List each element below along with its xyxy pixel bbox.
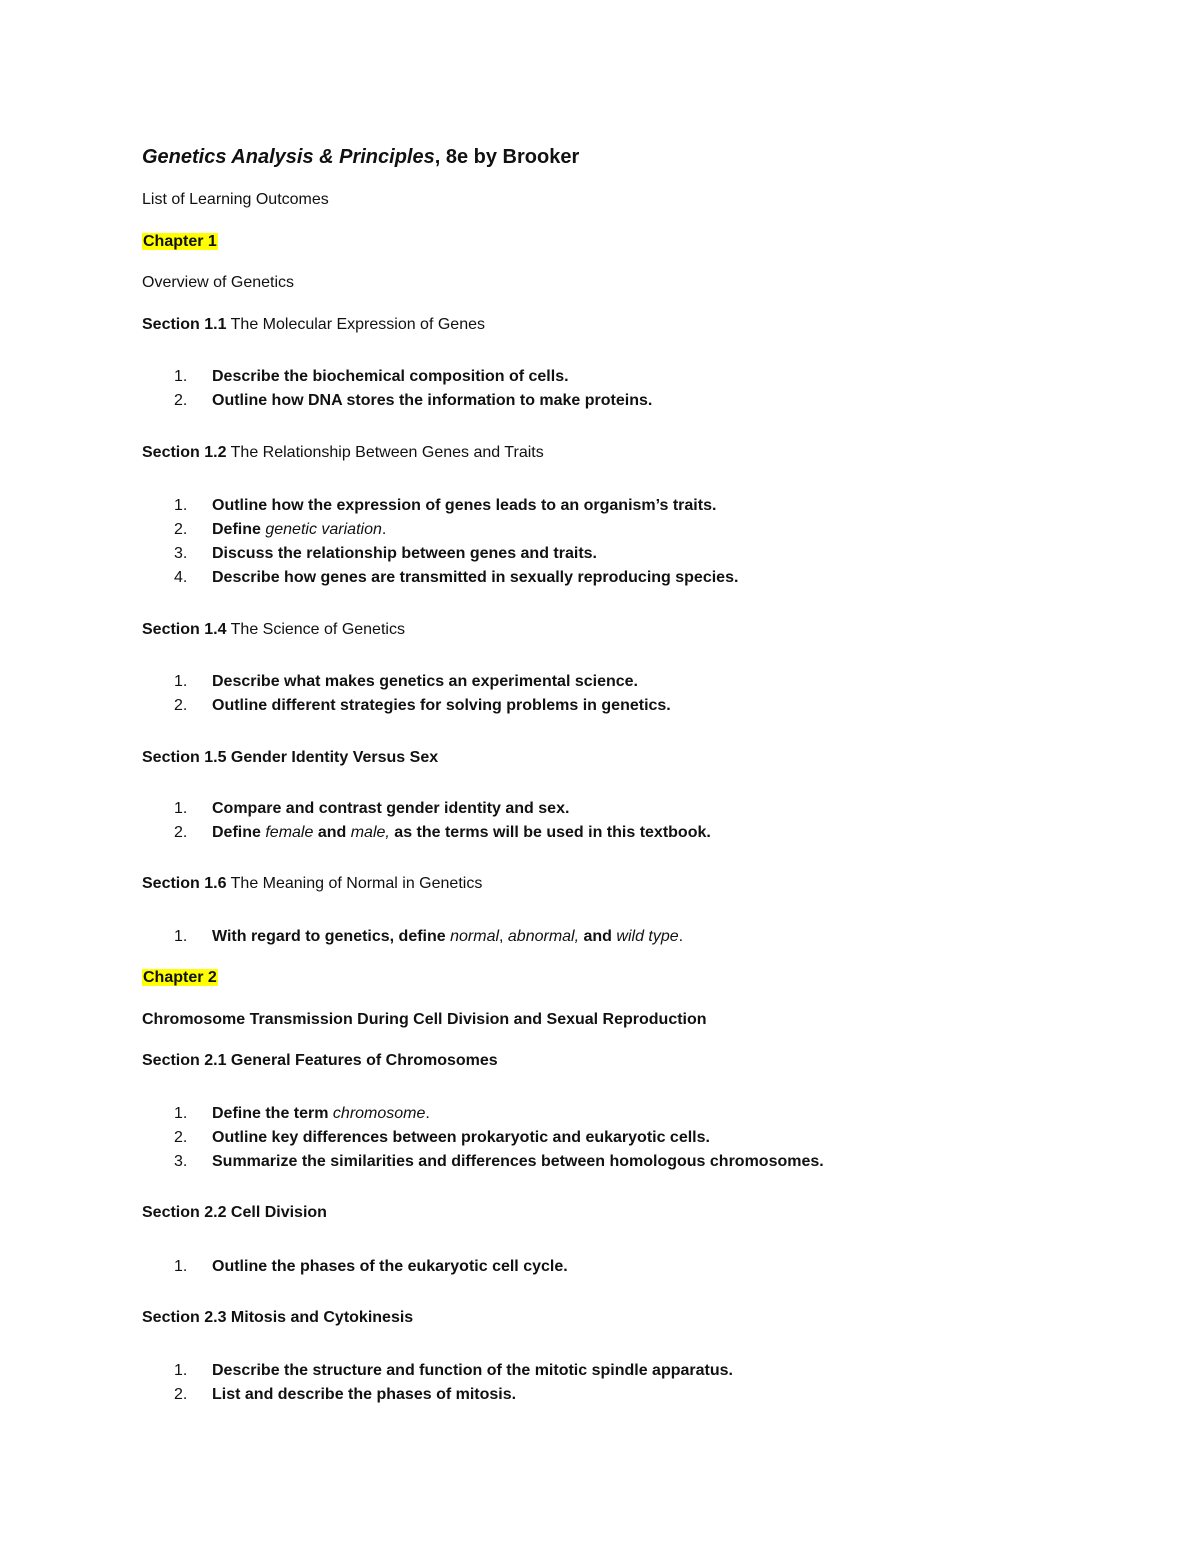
item-text: Define bbox=[212, 521, 266, 538]
item-text: Describe what makes genetics an experimental science. bbox=[212, 673, 638, 690]
section-title: The Meaning of Normal in Genetics bbox=[226, 875, 483, 892]
item-number: 1. bbox=[174, 928, 188, 945]
subtitle: List of Learning Outcomes bbox=[142, 191, 329, 208]
item-text: . bbox=[381, 521, 387, 538]
list-item bbox=[174, 520, 738, 544]
chapter-1-heading: Overview of Genetics bbox=[142, 274, 295, 291]
item-text: Compare and contrast gender identity and sex. bbox=[212, 800, 570, 817]
section-1-2-heading bbox=[142, 443, 544, 463]
list-item bbox=[174, 1152, 824, 1176]
list-item bbox=[174, 1361, 733, 1385]
section-2-3-heading: Section 2.3 Mitosis and Cytokinesis bbox=[142, 1309, 414, 1326]
section-2-1-list bbox=[174, 1104, 824, 1176]
section-2-1-heading: Section 2.1 General Features of Chromosomes bbox=[142, 1052, 498, 1069]
section-title: The Molecular Expression of Genes bbox=[226, 316, 485, 333]
item-number: 2. bbox=[174, 697, 188, 714]
section-label: Section 1.2 bbox=[142, 444, 227, 461]
item-number: 3. bbox=[174, 1153, 188, 1170]
section-1-5-list bbox=[174, 799, 711, 847]
book-title: Genetics Analysis & Principles bbox=[142, 146, 435, 168]
list-item bbox=[174, 799, 711, 823]
list-item bbox=[174, 823, 711, 847]
item-number: 1. bbox=[174, 800, 188, 817]
section-1-6-list bbox=[174, 927, 683, 951]
list-item bbox=[174, 696, 671, 720]
chapter-2-label-row bbox=[142, 968, 218, 988]
chapter-2-label: Chapter 2 bbox=[143, 969, 217, 986]
item-number: 1. bbox=[174, 673, 188, 690]
section-1-2-list bbox=[174, 496, 738, 592]
item-term: chromosome bbox=[332, 1105, 426, 1122]
item-text: Discuss the relationship between genes and traits. bbox=[212, 545, 597, 562]
item-text: . bbox=[425, 1105, 430, 1122]
item-text: Describe the biochemical composition of cells. bbox=[212, 368, 569, 385]
list-item bbox=[174, 672, 671, 696]
item-term: female bbox=[265, 824, 314, 841]
item-number: 2. bbox=[174, 521, 188, 538]
chapter-2-heading: Chromosome Transmission During Cell Division and Sexual Reproduction bbox=[142, 1011, 707, 1028]
list-item bbox=[174, 927, 683, 951]
list-item bbox=[174, 544, 738, 568]
document-title bbox=[142, 145, 579, 169]
item-text: . bbox=[678, 928, 684, 945]
item-term: abnormal, bbox=[507, 928, 580, 945]
item-text: Describe how genes are transmitted in sexually reproducing species. bbox=[212, 569, 739, 586]
item-text: Outline different strategies for solving problems in genetics. bbox=[212, 697, 671, 714]
list-item bbox=[174, 1257, 568, 1281]
section-1-6-heading bbox=[142, 874, 482, 894]
section-2-2-list bbox=[174, 1257, 568, 1281]
item-number: 3. bbox=[174, 545, 188, 562]
item-text: Summarize the similarities and differences between homologous chromosomes. bbox=[212, 1153, 824, 1170]
item-term: male, bbox=[350, 824, 390, 841]
item-term: wild type bbox=[616, 928, 679, 945]
list-item bbox=[174, 1104, 824, 1128]
item-term: normal bbox=[450, 928, 500, 945]
section-1-4-list bbox=[174, 672, 671, 720]
section-2-2-heading: Section 2.2 Cell Division bbox=[142, 1204, 327, 1221]
list-item bbox=[174, 1128, 824, 1152]
item-text: , bbox=[499, 928, 508, 945]
item-number: 4. bbox=[174, 569, 188, 586]
item-number: 1. bbox=[174, 368, 188, 385]
section-1-4-heading bbox=[142, 620, 405, 640]
list-item bbox=[174, 568, 738, 592]
section-label: Section 1.6 bbox=[142, 875, 227, 892]
section-1-1-list bbox=[174, 367, 652, 415]
list-item bbox=[174, 391, 652, 415]
item-text: Outline how DNA stores the information to make proteins. bbox=[212, 392, 653, 409]
item-number: 2. bbox=[174, 824, 188, 841]
item-number: 2. bbox=[174, 392, 188, 409]
item-text: as the terms will be used in this textbook. bbox=[389, 824, 711, 841]
section-label: Section 1.4 bbox=[142, 621, 227, 638]
item-number: 2. bbox=[174, 1129, 188, 1146]
chapter-1-label: Chapter 1 bbox=[143, 233, 217, 250]
section-2-3-list bbox=[174, 1361, 733, 1409]
item-number: 1. bbox=[174, 1362, 188, 1379]
item-number: 2. bbox=[174, 1386, 188, 1403]
list-item bbox=[174, 496, 738, 520]
item-text: List and describe the phases of mitosis. bbox=[212, 1386, 517, 1403]
item-text: and bbox=[313, 824, 351, 841]
item-text: Define bbox=[212, 824, 266, 841]
item-text: Describe the structure and function of the mitotic spindle apparatus. bbox=[212, 1362, 733, 1379]
item-number: 1. bbox=[174, 1258, 188, 1275]
section-title: The Relationship Between Genes and Traits bbox=[226, 444, 544, 461]
item-text: Outline key differences between prokaryotic and eukaryotic cells. bbox=[212, 1129, 710, 1146]
item-number: 1. bbox=[174, 497, 188, 514]
list-item bbox=[174, 1385, 733, 1409]
item-text: Outline the phases of the eukaryotic cell cycle. bbox=[212, 1258, 568, 1275]
section-1-1-heading bbox=[142, 315, 485, 335]
item-number: 1. bbox=[174, 1105, 188, 1122]
item-text: With regard to genetics, define bbox=[212, 928, 451, 945]
chapter-1-label-row bbox=[142, 232, 218, 252]
item-text: Define the term bbox=[212, 1105, 333, 1122]
item-term: genetic variation bbox=[265, 521, 382, 538]
section-1-5-heading: Section 1.5 Gender Identity Versus Sex bbox=[142, 749, 439, 766]
item-text: Outline how the expression of genes leads to an organism’s traits. bbox=[212, 497, 717, 514]
edition-author: , 8e by Brooker bbox=[434, 146, 580, 168]
item-text: and bbox=[579, 928, 617, 945]
section-label: Section 1.1 bbox=[142, 316, 227, 333]
list-item bbox=[174, 367, 652, 391]
section-title: The Science of Genetics bbox=[226, 621, 405, 638]
